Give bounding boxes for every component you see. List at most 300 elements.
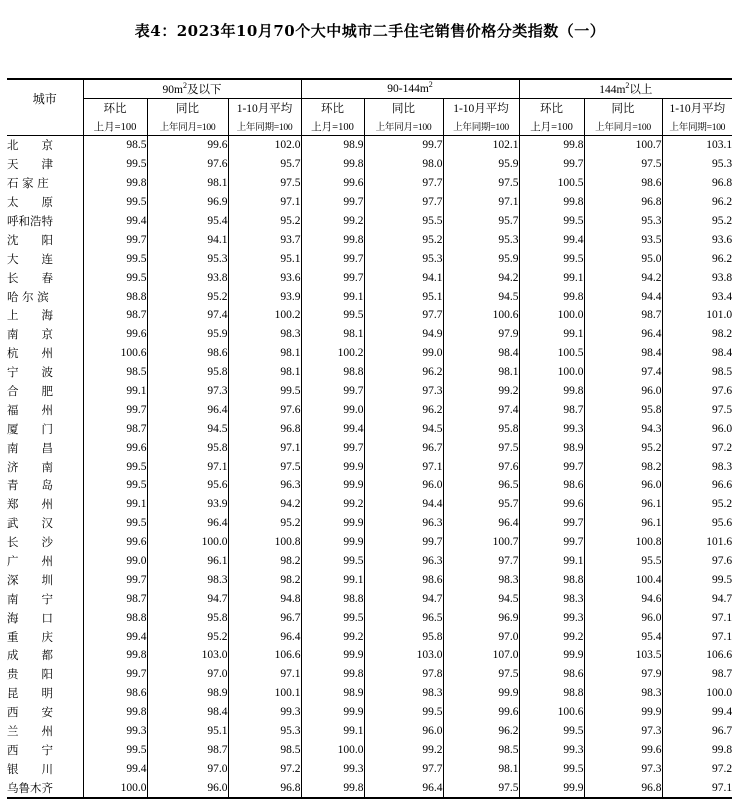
index-value: 101.6	[662, 533, 732, 552]
index-value: 97.7	[443, 552, 519, 571]
base-header: 上年同月=100	[584, 117, 662, 136]
table-row	[7, 212, 732, 231]
table-row	[7, 476, 732, 495]
index-value: 97.2	[228, 759, 301, 778]
subcolumn-header: 1-10月平均	[662, 99, 732, 118]
subcolumn-header-row	[7, 99, 732, 118]
index-value: 95.5	[364, 212, 443, 231]
index-value: 96.0	[364, 722, 443, 741]
index-value: 97.1	[662, 608, 732, 627]
index-value: 99.3	[301, 759, 364, 778]
index-value: 97.1	[228, 193, 301, 212]
index-value: 95.2	[662, 495, 732, 514]
index-value: 98.3	[519, 589, 584, 608]
index-value: 96.2	[364, 363, 443, 382]
table-row	[7, 778, 732, 798]
subcolumn-header: 同比	[364, 99, 443, 118]
index-value: 97.9	[443, 325, 519, 344]
index-value: 96.0	[662, 419, 732, 438]
subcolumn-header: 环比	[519, 99, 584, 118]
index-value: 99.6	[83, 325, 147, 344]
index-value: 98.9	[301, 684, 364, 703]
table-row	[7, 589, 732, 608]
index-value: 98.3	[147, 570, 228, 589]
city-header-spacer	[7, 117, 83, 136]
table-row	[7, 400, 732, 419]
index-value: 96.5	[364, 608, 443, 627]
index-value: 100.2	[301, 344, 364, 363]
index-value: 99.7	[301, 249, 364, 268]
index-value: 96.4	[443, 514, 519, 533]
index-value: 100.7	[443, 533, 519, 552]
index-value: 97.1	[662, 627, 732, 646]
index-value: 99.8	[83, 646, 147, 665]
city-name: 广 州	[7, 554, 53, 569]
index-value: 100.6	[83, 344, 147, 363]
base-header: 上月=100	[301, 117, 364, 136]
group-header-small-suffix: 及以下	[186, 84, 222, 96]
index-value: 99.5	[83, 193, 147, 212]
index-value: 99.9	[301, 646, 364, 665]
index-value: 99.5	[519, 722, 584, 741]
index-value: 98.6	[584, 174, 662, 193]
index-value: 95.2	[662, 212, 732, 231]
index-value: 99.7	[83, 665, 147, 684]
index-value: 99.6	[147, 136, 228, 155]
index-value: 95.5	[584, 552, 662, 571]
table-row	[7, 570, 732, 589]
city-name: 贵 阳	[7, 667, 53, 682]
index-value: 100.0	[519, 306, 584, 325]
index-value: 98.6	[83, 684, 147, 703]
index-value: 97.1	[662, 778, 732, 798]
index-value: 98.0	[364, 155, 443, 174]
index-value: 95.0	[584, 249, 662, 268]
index-value: 99.8	[301, 665, 364, 684]
city-name: 银 川	[7, 761, 53, 776]
index-value: 93.9	[147, 495, 228, 514]
city-name: 兰 州	[7, 724, 53, 739]
index-value: 96.8	[662, 174, 732, 193]
table-row	[7, 495, 732, 514]
index-value: 98.1	[443, 759, 519, 778]
index-value: 99.9	[519, 646, 584, 665]
index-value: 98.2	[228, 552, 301, 571]
index-value: 99.5	[83, 268, 147, 287]
index-value: 97.1	[228, 438, 301, 457]
index-value: 99.5	[301, 608, 364, 627]
index-value: 98.9	[147, 684, 228, 703]
group-header-small-sup: 2	[182, 81, 187, 91]
index-value: 100.6	[519, 703, 584, 722]
index-value: 99.9	[443, 684, 519, 703]
index-value: 95.4	[584, 627, 662, 646]
index-value: 99.1	[83, 382, 147, 401]
index-value: 95.4	[147, 212, 228, 231]
index-value: 98.6	[519, 665, 584, 684]
index-value: 95.8	[147, 608, 228, 627]
index-value: 96.3	[364, 552, 443, 571]
index-value: 99.8	[301, 155, 364, 174]
index-value: 95.7	[443, 212, 519, 231]
index-value: 99.4	[83, 627, 147, 646]
index-value: 99.9	[519, 778, 584, 798]
city-name: 上 海	[7, 308, 53, 323]
index-value: 94.2	[228, 495, 301, 514]
index-value: 94.4	[364, 495, 443, 514]
index-value: 93.8	[147, 268, 228, 287]
index-value: 97.3	[584, 722, 662, 741]
index-value: 95.7	[228, 155, 301, 174]
city-name: 乌鲁木齐	[7, 778, 83, 798]
index-value: 96.7	[228, 608, 301, 627]
index-value: 98.7	[584, 306, 662, 325]
index-value: 99.1	[519, 268, 584, 287]
table-row	[7, 438, 732, 457]
base-header-row	[7, 117, 732, 136]
index-value: 96.4	[228, 627, 301, 646]
index-value: 99.4	[83, 759, 147, 778]
index-value: 97.4	[147, 306, 228, 325]
index-value: 99.7	[364, 533, 443, 552]
index-value: 95.8	[147, 438, 228, 457]
city-name: 哈 尔 滨	[7, 289, 49, 304]
index-value: 98.7	[519, 400, 584, 419]
index-value: 95.3	[228, 722, 301, 741]
city-name: 济 南	[7, 459, 53, 474]
table-row	[7, 646, 732, 665]
index-value: 99.4	[301, 419, 364, 438]
index-value: 98.3	[443, 570, 519, 589]
index-value: 99.5	[83, 514, 147, 533]
index-value: 99.6	[301, 174, 364, 193]
index-value: 97.2	[662, 438, 732, 457]
index-value: 100.6	[443, 306, 519, 325]
index-value: 99.6	[584, 741, 662, 760]
price-index-table	[7, 78, 732, 799]
index-value: 100.0	[301, 741, 364, 760]
index-value: 99.3	[228, 703, 301, 722]
group-header-medium	[301, 79, 519, 99]
index-value: 95.3	[443, 230, 519, 249]
index-value: 99.7	[519, 514, 584, 533]
index-value: 99.2	[443, 382, 519, 401]
index-value: 99.7	[83, 400, 147, 419]
index-value: 99.0	[301, 400, 364, 419]
index-value: 100.1	[228, 684, 301, 703]
index-value: 99.2	[364, 741, 443, 760]
city-name: 青 岛	[7, 478, 53, 493]
index-value: 99.1	[519, 325, 584, 344]
table-row	[7, 722, 732, 741]
index-value: 98.6	[519, 476, 584, 495]
base-header: 上年同期=100	[443, 117, 519, 136]
index-value: 95.9	[443, 249, 519, 268]
city-name: 北 京	[7, 138, 53, 153]
index-value: 99.8	[83, 703, 147, 722]
index-value: 99.5	[83, 741, 147, 760]
index-value: 98.8	[519, 684, 584, 703]
index-value: 98.2	[662, 325, 732, 344]
table-row	[7, 174, 732, 193]
index-value: 99.7	[519, 155, 584, 174]
index-value: 98.1	[228, 363, 301, 382]
index-value: 94.7	[662, 589, 732, 608]
index-value: 99.8	[662, 741, 732, 760]
index-value: 98.5	[228, 741, 301, 760]
index-value: 94.7	[147, 589, 228, 608]
table-row	[7, 155, 732, 174]
index-value: 106.6	[662, 646, 732, 665]
index-value: 99.5	[83, 457, 147, 476]
index-value: 98.8	[301, 589, 364, 608]
index-value: 99.5	[301, 552, 364, 571]
index-value: 100.0	[519, 363, 584, 382]
index-value: 98.6	[147, 344, 228, 363]
table-body	[7, 136, 732, 799]
index-value: 94.2	[443, 268, 519, 287]
index-value: 96.8	[584, 778, 662, 798]
index-value: 96.1	[584, 495, 662, 514]
index-value: 98.1	[301, 325, 364, 344]
index-value: 99.2	[301, 495, 364, 514]
table-row	[7, 419, 732, 438]
index-value: 96.0	[584, 608, 662, 627]
index-value: 97.2	[662, 759, 732, 778]
index-value: 98.7	[83, 306, 147, 325]
table-row	[7, 627, 732, 646]
index-value: 95.3	[364, 249, 443, 268]
city-name: 西 安	[7, 705, 53, 720]
index-value: 96.7	[662, 722, 732, 741]
index-value: 93.7	[228, 230, 301, 249]
group-header-medium-sup: 2	[428, 80, 433, 90]
city-name: 西 宁	[7, 742, 53, 757]
index-value: 96.0	[147, 778, 228, 798]
index-value: 100.5	[519, 174, 584, 193]
index-value: 99.6	[443, 703, 519, 722]
index-value: 95.3	[662, 155, 732, 174]
index-value: 98.3	[364, 684, 443, 703]
index-value: 96.2	[364, 400, 443, 419]
index-value: 96.4	[147, 400, 228, 419]
index-value: 99.3	[519, 419, 584, 438]
index-value: 97.8	[364, 665, 443, 684]
city-name: 厦 门	[7, 421, 53, 436]
index-value: 98.3	[662, 457, 732, 476]
index-value: 101.0	[662, 306, 732, 325]
index-value: 95.3	[147, 249, 228, 268]
index-value: 95.1	[147, 722, 228, 741]
index-value: 95.2	[147, 287, 228, 306]
group-header-large	[519, 79, 732, 99]
index-value: 97.7	[364, 306, 443, 325]
index-value: 99.5	[228, 382, 301, 401]
index-value: 100.0	[83, 778, 147, 798]
index-value: 103.0	[147, 646, 228, 665]
index-value: 99.5	[519, 249, 584, 268]
index-value: 96.1	[147, 552, 228, 571]
city-name: 福 州	[7, 402, 53, 417]
index-value: 99.5	[364, 703, 443, 722]
index-value: 96.8	[228, 778, 301, 798]
index-value: 97.5	[228, 174, 301, 193]
index-value: 103.5	[584, 646, 662, 665]
base-header: 上年同月=100	[147, 117, 228, 136]
index-value: 98.4	[584, 344, 662, 363]
index-value: 99.8	[519, 193, 584, 212]
table-row	[7, 665, 732, 684]
index-value: 94.1	[364, 268, 443, 287]
city-name: 郑 州	[7, 497, 53, 512]
base-header: 上月=100	[83, 117, 147, 136]
index-value: 100.8	[584, 533, 662, 552]
index-value: 97.4	[443, 400, 519, 419]
index-value: 98.4	[443, 344, 519, 363]
index-value: 97.5	[662, 400, 732, 419]
index-value: 99.7	[364, 136, 443, 155]
table-row	[7, 325, 732, 344]
index-value: 94.6	[584, 589, 662, 608]
index-value: 99.1	[301, 570, 364, 589]
index-value: 98.9	[301, 136, 364, 155]
index-value: 97.5	[443, 778, 519, 798]
index-value: 100.8	[228, 533, 301, 552]
index-value: 98.4	[662, 344, 732, 363]
city-name: 南 昌	[7, 440, 53, 455]
index-value: 96.9	[443, 608, 519, 627]
index-value: 98.1	[228, 344, 301, 363]
index-value: 94.9	[364, 325, 443, 344]
index-value: 99.0	[364, 344, 443, 363]
index-value: 99.1	[83, 495, 147, 514]
index-value: 98.7	[83, 419, 147, 438]
index-value: 98.5	[443, 741, 519, 760]
index-value: 99.1	[301, 722, 364, 741]
index-value: 99.9	[301, 703, 364, 722]
index-value: 98.8	[83, 608, 147, 627]
index-value: 99.6	[519, 495, 584, 514]
index-value: 93.5	[584, 230, 662, 249]
index-value: 97.0	[147, 665, 228, 684]
index-value: 99.3	[519, 608, 584, 627]
base-header: 上月=100	[519, 117, 584, 136]
index-value: 96.1	[584, 514, 662, 533]
city-name: 重 庆	[7, 629, 53, 644]
index-value: 98.5	[83, 136, 147, 155]
index-value: 103.0	[364, 646, 443, 665]
city-name: 大 连	[7, 251, 53, 266]
group-header-large-suffix: 以上	[629, 84, 653, 96]
index-value: 93.4	[662, 287, 732, 306]
index-value: 97.1	[147, 457, 228, 476]
index-value: 97.3	[147, 382, 228, 401]
index-value: 94.7	[364, 589, 443, 608]
index-value: 100.2	[228, 306, 301, 325]
index-value: 95.8	[584, 400, 662, 419]
index-value: 99.9	[301, 457, 364, 476]
subcolumn-header: 环比	[83, 99, 147, 118]
index-value: 103.1	[662, 136, 732, 155]
index-value: 98.7	[662, 665, 732, 684]
subcolumn-header: 1-10月平均	[443, 99, 519, 118]
index-value: 94.2	[584, 268, 662, 287]
city-name: 成 都	[7, 648, 53, 663]
index-value: 96.0	[364, 476, 443, 495]
table-row	[7, 608, 732, 627]
index-value: 95.1	[228, 249, 301, 268]
index-value: 97.3	[364, 382, 443, 401]
city-name: 宁 波	[7, 365, 53, 380]
index-value: 100.0	[147, 533, 228, 552]
index-value: 100.0	[662, 684, 732, 703]
subcolumn-header: 同比	[147, 99, 228, 118]
subcolumn-header: 环比	[301, 99, 364, 118]
index-value: 97.5	[443, 665, 519, 684]
index-value: 99.9	[584, 703, 662, 722]
city-name: 石 家 庄	[7, 176, 49, 191]
city-name: 昆 明	[7, 686, 53, 701]
index-value: 97.5	[228, 457, 301, 476]
index-value: 99.1	[301, 287, 364, 306]
index-value: 99.5	[519, 759, 584, 778]
index-value: 99.3	[519, 741, 584, 760]
index-value: 96.6	[662, 476, 732, 495]
index-value: 99.7	[301, 193, 364, 212]
index-value: 95.8	[147, 363, 228, 382]
base-header: 上年同月=100	[364, 117, 443, 136]
index-value: 96.7	[364, 438, 443, 457]
index-value: 95.8	[443, 419, 519, 438]
index-value: 97.3	[584, 759, 662, 778]
index-value: 96.2	[443, 722, 519, 741]
index-value: 96.4	[364, 778, 443, 798]
index-value: 94.8	[228, 589, 301, 608]
table-row	[7, 703, 732, 722]
table-header	[7, 79, 732, 136]
index-value: 97.6	[443, 457, 519, 476]
index-value: 97.1	[364, 457, 443, 476]
table-row	[7, 344, 732, 363]
index-value: 99.8	[83, 174, 147, 193]
table-row	[7, 514, 732, 533]
index-value: 95.3	[584, 212, 662, 231]
group-header-small	[83, 79, 301, 99]
table-row	[7, 533, 732, 552]
subcolumn-header: 同比	[584, 99, 662, 118]
index-value: 100.5	[519, 344, 584, 363]
index-value: 95.2	[364, 230, 443, 249]
index-value: 97.6	[662, 552, 732, 571]
index-value: 95.2	[147, 627, 228, 646]
index-value: 98.8	[301, 363, 364, 382]
group-header-medium-text: 90-144m	[387, 83, 429, 95]
index-value: 96.2	[662, 193, 732, 212]
index-value: 97.6	[662, 382, 732, 401]
index-value: 99.1	[519, 552, 584, 571]
table-row	[7, 249, 732, 268]
city-name: 深 圳	[7, 572, 53, 587]
index-value: 99.2	[301, 212, 364, 231]
index-value: 94.4	[584, 287, 662, 306]
index-value: 97.7	[364, 759, 443, 778]
index-value: 98.9	[519, 438, 584, 457]
index-value: 95.6	[147, 476, 228, 495]
city-name: 南 宁	[7, 591, 53, 606]
index-value: 94.5	[443, 589, 519, 608]
table-row	[7, 363, 732, 382]
index-value: 95.2	[228, 212, 301, 231]
